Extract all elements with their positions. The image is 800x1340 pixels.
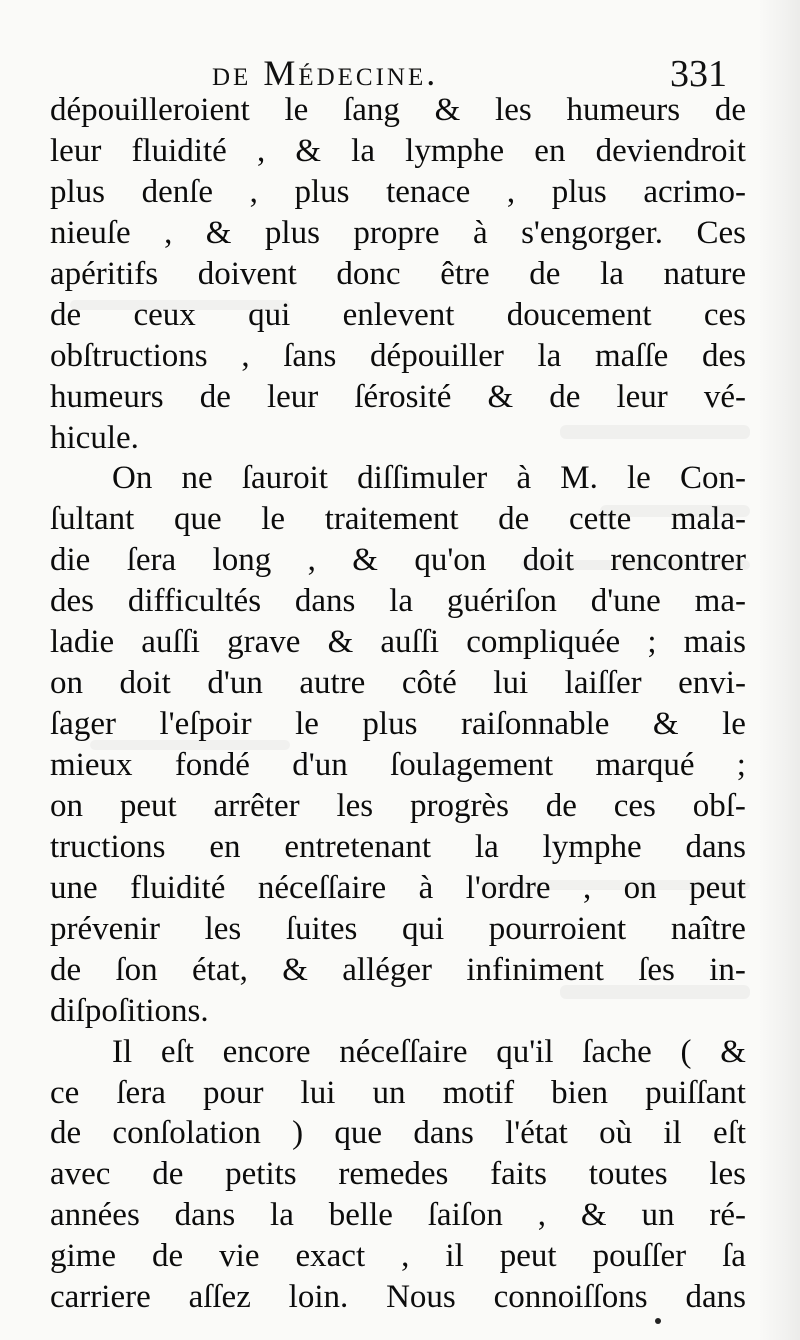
text-line: de ſon état, & alléger infiniment ſes in-	[50, 951, 746, 988]
text-line: obſtructions , ſans dépouiller la maſſe des	[50, 337, 746, 374]
text-line: apéritifs doivent donc être de la nature	[50, 255, 746, 292]
text-line: hicule.	[50, 419, 139, 456]
text-line: des difficultés dans la guériſon d'une ma-	[50, 583, 746, 620]
text-line: dépouilleroient le ſang & les humeurs de	[50, 92, 746, 128]
text-line: ladie auſſi grave & auſſi compliquée ; mais	[50, 624, 746, 661]
ink-speck	[655, 1318, 661, 1324]
text-line: gime de vie exact , il peut pouſſer ſa	[50, 1238, 746, 1275]
body-text	[50, 90, 746, 1318]
page-edge-shadow	[758, 0, 800, 1340]
text-line: carriere aſſez loin. Nous connoiſſons dans	[50, 1279, 746, 1316]
text-line: ſager l'eſpoir le plus raiſonnable & le	[50, 706, 746, 743]
text-line: Il eſt encore néceſſaire qu'il ſache ( &	[112, 1033, 746, 1070]
text-line: de ceux qui enlevent doucement ces	[50, 296, 746, 333]
text-line: on doit d'un autre côté lui laiſſer envi-	[50, 665, 746, 702]
running-title: de Médecine.	[212, 53, 439, 93]
text-line: diſpoſitions.	[50, 992, 209, 1029]
text-line: années dans la belle ſaiſon , & un ré-	[50, 1197, 746, 1234]
text-line: prévenir les ſuites qui pourroient naître	[50, 910, 746, 947]
text-line: de conſolation ) que dans l'état où il eſt	[50, 1115, 746, 1152]
text-line: une fluidité néceſſaire à l'ordre , on peut	[50, 869, 746, 906]
text-line: mieux fondé d'un ſoulagement marqué ;	[50, 747, 746, 783]
text-line: die ſera long , & qu'on doit rencontrer	[50, 542, 746, 579]
text-line: nieuſe , & plus propre à s'engorger. Ces	[50, 214, 746, 251]
text-line: humeurs de leur ſérosité & de leur vé-	[50, 378, 746, 415]
text-line: ce ſera pour lui un motif bien puiſſant	[50, 1074, 746, 1111]
text-line: tructions en entretenant la lymphe dans	[50, 828, 746, 865]
text-line: leur fluidité , & la lymphe en deviendroit	[50, 132, 746, 169]
text-line: on peut arrêter les progrès de ces obſ-	[50, 787, 746, 824]
page-number: 331	[670, 53, 727, 95]
text-line: On ne ſauroit diſſimuler à M. le Con-	[112, 460, 746, 497]
text-line: ſultant que le traitement de cette mala-	[50, 501, 746, 538]
text-line: plus denſe , plus tenace , plus acrimo-	[50, 173, 746, 210]
text-line: avec de petits remedes faits toutes les	[50, 1156, 746, 1193]
